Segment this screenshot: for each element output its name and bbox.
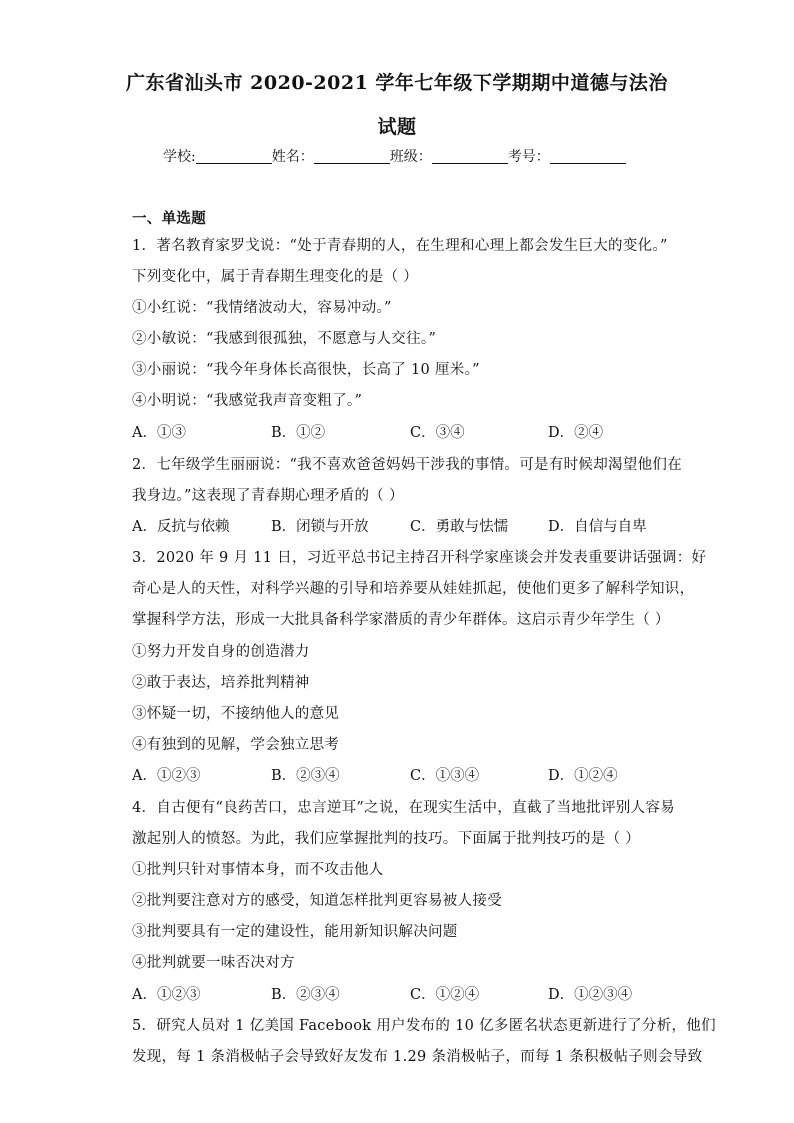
number-label: 考号：: [507, 149, 550, 165]
exam-title-line1: 广东省汕头市 2020-2021 学年七年级下学期期中道德与法治: [126, 72, 668, 94]
school-label: 学校:: [163, 149, 196, 165]
statement-line: ①努力开发自身的创造潜力: [132, 644, 310, 660]
statement-line: ②小敏说：“我感到很孤独，不愿意与人交往。”: [132, 331, 437, 347]
q1-option-d: D．②④: [548, 425, 604, 441]
statement-line: ④批判就要一味否决对方: [132, 955, 295, 971]
statement-line: ②敢于表达，培养批判精神: [132, 675, 310, 691]
q2-option-d: D．自信与自卑: [548, 519, 647, 535]
q1-option-c: C．③④: [410, 425, 465, 441]
question-line: 激起别人的愤怒。为此，我们应掌握批判的技巧。下面属于批判技巧的是（ ）: [132, 831, 641, 847]
question-line: 4．自古便有“良药苦口，忠言逆耳”之说，在现实生活中，直截了当地批评别人容易: [132, 800, 675, 816]
q3-option-c: C．①③④: [410, 768, 480, 784]
class-blank[interactable]: [432, 149, 508, 164]
q1-option-a: A．①③: [132, 425, 186, 441]
statement-line: ④小明说：“我感觉我声音变粗了。”: [132, 393, 363, 409]
statement-line: ①批判只针对事情本身，而不攻击他人: [132, 862, 384, 878]
class-label: 班级：: [389, 149, 432, 165]
student-info-row: [163, 146, 626, 166]
q2-option-a: A．反抗与依赖: [132, 519, 230, 535]
question-line: 5．研究人员对 1 亿美国 Facebook 用户发布的 10 亿多匿名状态更新进行了分析，他们: [132, 1018, 716, 1034]
q1-option-b: B．①②: [271, 425, 326, 441]
question-line: 奇心是人的天性，对科学兴趣的引导和培养要从娃娃抓起，使他们更多了解科学知识，: [132, 581, 695, 597]
question-line: 2．七年级学生丽丽说：“我不喜欢爸爸妈妈干涉我的事情。可是有时候却渴望他们在: [132, 457, 683, 473]
q4-option-a: A．①②③: [132, 987, 201, 1003]
statement-line: ④有独到的见解，学会独立思考: [132, 737, 340, 753]
statement-line: ②批判要注意对方的感受，知道怎样批判更容易被人接受: [132, 893, 502, 909]
q2-option-c: C．勇敢与怯懦: [410, 519, 509, 535]
section-heading: 一、单选题: [132, 210, 206, 227]
q2-option-b: B．闭锁与开放: [271, 519, 369, 535]
q3-option-d: D．①②④: [548, 768, 618, 784]
q4-option-d: D．①②③④: [548, 987, 633, 1003]
statement-line: ③批判要具有一定的建设性，能用新知识解决问题: [132, 924, 458, 940]
statement-line: ③怀疑一切，不接纳他人的意见: [132, 706, 340, 722]
name-label: 姓名：: [271, 149, 314, 165]
school-blank[interactable]: [196, 149, 272, 164]
question-line: 1．著名教育家罗戈说：“处于青春期的人，在生理和心理上都会发生巨大的变化。”: [132, 238, 668, 254]
statement-line: ③小丽说：“我今年身体长高很快，长高了 10 厘米。”: [132, 362, 480, 378]
question-line: 发现，每 1 条消极帖子会导致好友发布 1.29 条消极帖子，而每 1 条积极帖子则会导致: [132, 1049, 703, 1065]
question-line: 下列变化中，属于青春期生理变化的是（ ）: [132, 269, 419, 285]
statement-line: ①小红说：“我情绪波动大，容易冲动。”: [132, 300, 392, 316]
name-blank[interactable]: [314, 149, 390, 164]
exam-title-line2: 试题: [377, 116, 417, 138]
q4-option-b: B．②③④: [271, 987, 340, 1003]
question-line: 3．2020 年 9 月 11 日，习近平总书记主持召开科学家座谈会并发表重要讲话强调：好: [132, 550, 707, 566]
question-line: 我身边。”这表现了青春期心理矛盾的（ ）: [132, 488, 404, 504]
number-blank[interactable]: [550, 149, 626, 164]
q3-option-b: B．②③④: [271, 768, 340, 784]
q4-option-c: C．①②④: [410, 987, 480, 1003]
question-line: 掌握科学方法，形成一大批具备科学家潜质的青少年群体。这启示青少年学生（ ）: [132, 612, 670, 628]
q3-option-a: A．①②③: [132, 768, 201, 784]
